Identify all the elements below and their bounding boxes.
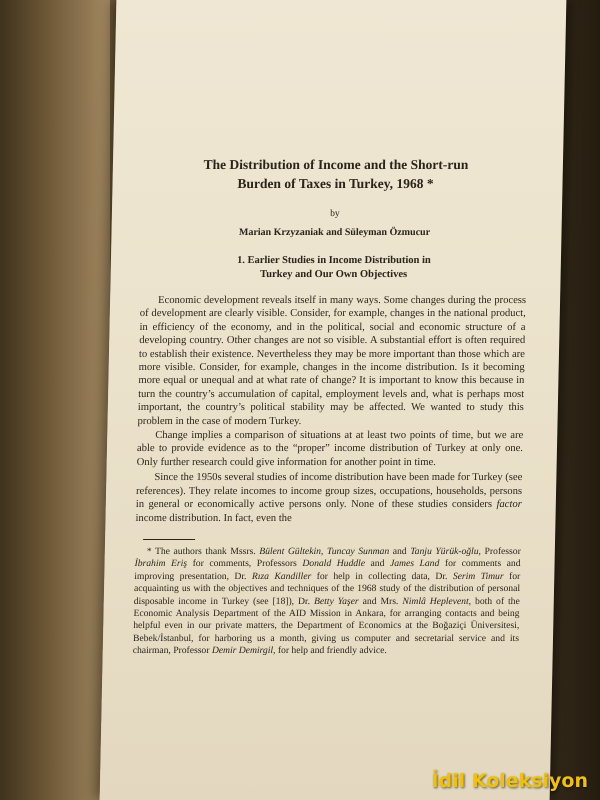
page-content — [132, 155, 529, 667]
footnote-text: and — [364, 558, 391, 570]
footnote-name: Demir Demirgil, — [211, 645, 276, 657]
section-line-1: 1. Earlier Studies in Income Distribution in — [236, 255, 431, 266]
footnote-name: İbrahim Eriş — [134, 558, 188, 570]
footnote-name: Betty Yaşer — [313, 595, 359, 607]
footnote-text: * The authors thank Mssrs. — [146, 545, 260, 557]
footnote-text: for help and friendly advice. — [275, 645, 387, 657]
article-title — [142, 155, 529, 193]
footnote-name: Serim Timur — [452, 570, 504, 582]
footnote-text: Professor — [480, 545, 521, 557]
paragraph-3 — [135, 471, 522, 525]
title-line-1: The Distribution of Income and the Short-run — [203, 157, 469, 172]
footnote-text: and — [389, 545, 411, 557]
paragraph-1: Economic development reveals itself in many ways. Some changes during the process of development are clearly visible. Consider, for example, changes in the national product, in efficiency of the economy, and in the political, social and economic structure of a developing country. Other changes are not so visible. A substantial effort is often required to establish their existence. Nevertheless they may be more important than those which are more visible. Consider, for example, changes in the income distribution. Is it becoming more equal or unequal and at what rate of change? It is important to know this because in turn the country’s accumulation of capital, employment levels and, what is perhaps most important, the country’s political stability may be affected. We wanted to study this problem in the case of modern Turkey. — [137, 295, 527, 427]
footnote-text: for help in collecting data, Dr. — [311, 570, 453, 582]
footnote-name: Nimlâ Heplevent, — [402, 595, 472, 607]
footnote-name: Rıza Kandiller — [251, 570, 312, 582]
footnote-divider — [143, 539, 195, 540]
paragraph-3-text: Since the 1950s several studies of income distribution have been made for Turkey (see references). They relate incomes to income group sizes, occupations, households, persons in general or economically active persons only. None of these studies considers — [135, 472, 523, 511]
document-page — [100, 0, 567, 800]
footnote-text: both of the Economic Analysis Department of the AID Mission in Ankara, for arranging contacts and being helpful even in our private matters, the Department of Economics at the Boğaziçi Üniversitesi, Bebek/İstanbul, for harboring us a month, giving us computer and secretarial service and its chairman, Professor — [132, 595, 520, 657]
paragraph-2: Change implies a comparison of situations at at least two points of time, but we are able to provide evidence as to the “proper” income distribution of Turkey at only one. Only further research could give information for another point in time. — [136, 430, 524, 468]
footnote-text: for acquainting us with the objectives and techniques of the 1968 study of the distribution of personal disposable income in Turkey (see [18]), Dr. — [133, 570, 521, 607]
section-line-2: Turkey and Our Own Objectives — [259, 269, 408, 280]
footnote-name: James Land — [389, 558, 440, 570]
section-heading — [140, 254, 527, 282]
footnote-text: and Mrs. — [358, 595, 403, 607]
footnote-name: Donald Huddle — [302, 558, 366, 570]
footnote-name: Bülent Gültekin, Tuncay Sunman — [259, 545, 390, 557]
paragraph-3-end: income distribution. In fact, even the — [135, 512, 292, 524]
paragraph-3-italic: factor — [496, 499, 522, 511]
watermark-logo: İdil Koleksiyon — [431, 770, 588, 792]
footnote-text: for comments, Professors — [186, 558, 303, 570]
book-spine-shadow — [0, 0, 110, 800]
title-line-2: Burden of Taxes in Turkey, 1968 * — [237, 176, 434, 191]
byline: by — [330, 209, 340, 219]
footnote-name: Tanju Yürük-oğlu, — [410, 545, 482, 557]
footnote-text: for comments and improving presentation, Dr. — [134, 558, 521, 582]
footnote — [133, 546, 521, 658]
authors: Marian Krzyzaniak and Süleyman Özmucur — [238, 227, 431, 238]
